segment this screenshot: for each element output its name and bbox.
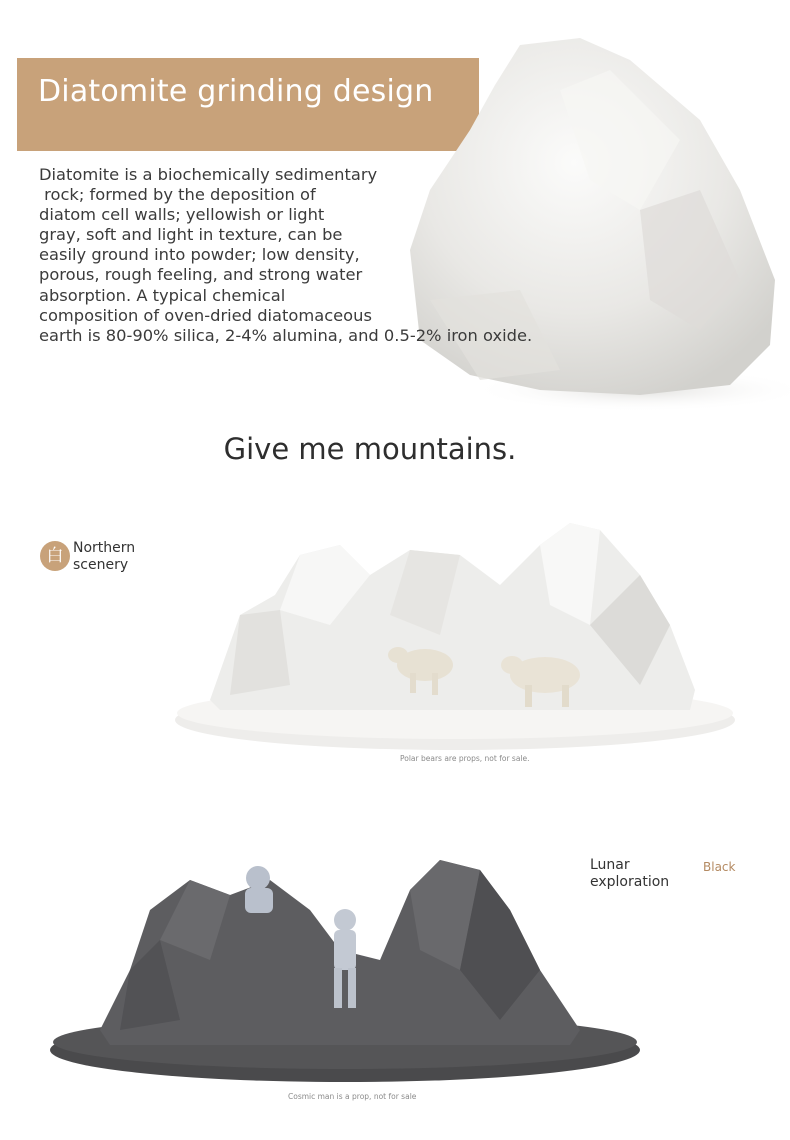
intro-line: earth is 80-90% silica, 2-4% alumina, and 0.5-2% iron oxide. xyxy=(39,325,533,345)
intro-paragraph xyxy=(39,165,559,346)
white-mountain-image xyxy=(170,515,760,755)
color-badge: 白 xyxy=(40,541,70,571)
intro-line: gray, soft and light in texture, can be xyxy=(39,225,343,245)
intro-line: easily ground into powder; low density, xyxy=(39,245,360,265)
intro-line: porous, rough feeling, and strong water xyxy=(39,265,363,285)
product-caption: Cosmic man is a prop, not for sale xyxy=(288,1092,417,1101)
intro-line: composition of oven-dried diatomaceous xyxy=(39,305,372,325)
product-name-line: Northern xyxy=(73,540,136,556)
intro-line: diatom cell walls; yellowish or light xyxy=(39,205,325,225)
product-name-line: Lunar xyxy=(590,857,630,873)
product-name-line: scenery xyxy=(73,557,129,573)
intro-line: Diatomite is a biochemically sedimentary xyxy=(39,165,378,184)
section-headline: Give me mountains. xyxy=(223,432,517,466)
banner-title: Diatomite grinding design xyxy=(38,74,434,109)
intro-line: absorption. A typical chemical xyxy=(39,285,286,305)
black-mountain-image xyxy=(40,850,660,1090)
color-tag: Black xyxy=(703,860,736,874)
product-name-line: exploration xyxy=(590,874,670,890)
intro-line: rock; formed by the deposition of xyxy=(39,185,316,205)
product-name-northern xyxy=(73,540,135,574)
product-caption: Polar bears are props, not for sale. xyxy=(400,754,530,763)
